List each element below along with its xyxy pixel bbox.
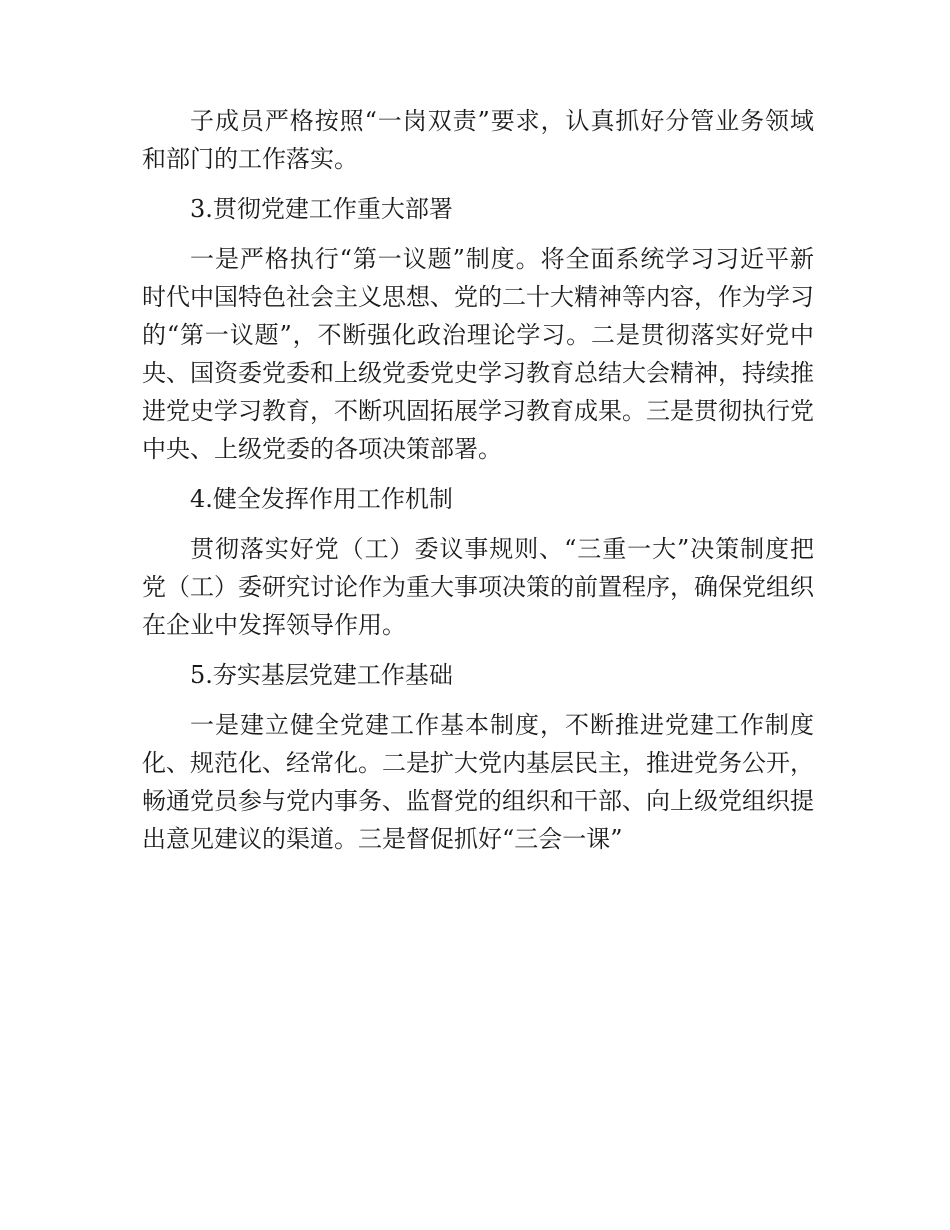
heading-section-5: 5.夯实基层党建工作基础 xyxy=(190,661,453,689)
heading-section-3: 3.贯彻党建工作重大部署 xyxy=(190,195,453,223)
paragraph-section-5: 一是建立健全党建工作基本制度，不断推进党建工作制度化、规范化、经常化。二是扩大党内基层民主，推进党务公开，畅通党员参与党内事务、监督党的组织和干部、向上级党组织提出意见建议的渠道。三是督促抓好“三会一课” xyxy=(142,711,814,853)
heading-section-4: 4.健全发挥作用工作机制 xyxy=(190,485,453,513)
paragraph-section-3: 一是严格执行“第一议题”制度。将全面系统学习习近平新时代中国特色社会主义思想、党的二十大精神等内容，作为学习的“第一议题”，不断强化政治理论学习。二是贯彻落实好党中央、国资委党委和上级党委党史学习教育总结大会精神，持续推进党史学习教育，不断巩固拓展学习教育成果。三是贯彻执行党中央、上级党委的各项决策部署。 xyxy=(142,245,814,463)
paragraph-responsibility: 子成员严格按照“一岗双责”要求，认真抓好分管业务领域和部门的工作落实。 xyxy=(142,107,814,173)
document-body xyxy=(142,102,814,858)
paragraph-section-4: 贯彻落实好党（工）委议事规则、“三重一大”决策制度把党（工）委研究讨论作为重大事项决策的前置程序，确保党组织在企业中发挥领导作用。 xyxy=(142,535,814,639)
